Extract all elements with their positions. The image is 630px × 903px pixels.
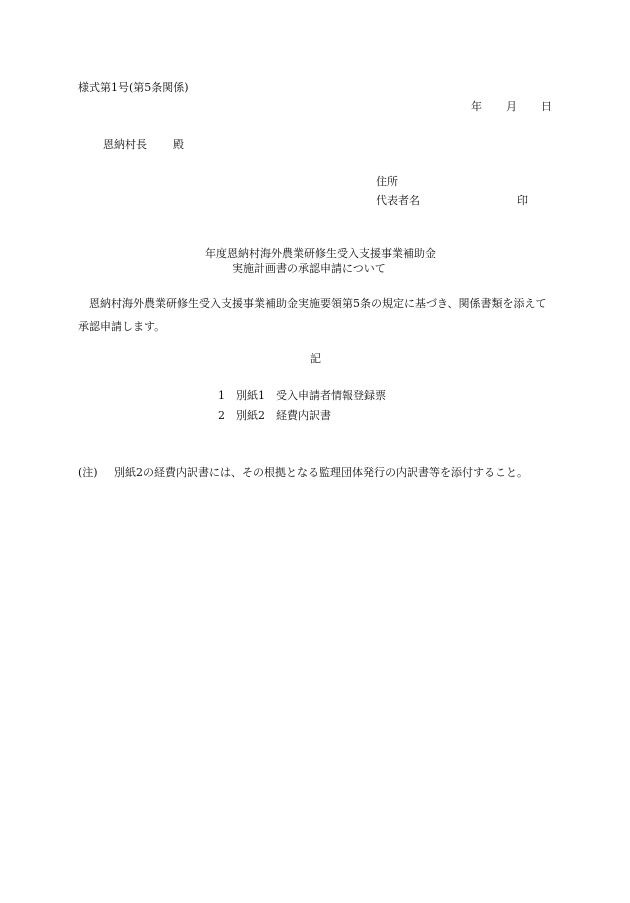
- form-number: 様式第1号(第5条関係): [78, 81, 189, 94]
- body-paragraph: 恩納村海外農業研修生受入支援事業補助金実施要領第5条の規定に基づき、関係書類を添えて承認申請します。: [78, 297, 547, 333]
- ki-heading: 記: [310, 352, 321, 365]
- representative-label: 代表者名: [376, 194, 420, 207]
- date-day: 日: [541, 100, 552, 113]
- item-1-text: 別紙1 受入申請者情報登録票: [236, 389, 386, 402]
- item-1-number: 1: [218, 389, 225, 402]
- document-title-line2: 実施計画書の承認申請について: [232, 262, 386, 275]
- addressee-name: 恩納村長: [103, 138, 147, 151]
- addressee-honorific: 殿: [173, 138, 184, 151]
- address-label: 住所: [376, 175, 398, 188]
- seal-mark: 印: [517, 194, 528, 207]
- document-title-line1: 年度恩納村海外農業研修生受入支援事業補助金: [205, 247, 436, 260]
- item-2-number: 2: [218, 409, 225, 422]
- note-text: 別紙2の経費内訳書には、その根拠となる監理団体発行の内訳書等を添付すること。: [114, 466, 528, 479]
- date-month: 月: [506, 100, 517, 113]
- date-year: 年: [471, 100, 482, 113]
- note-label: (注): [78, 466, 98, 479]
- item-2-text: 別紙2 経費内訳書: [236, 409, 331, 422]
